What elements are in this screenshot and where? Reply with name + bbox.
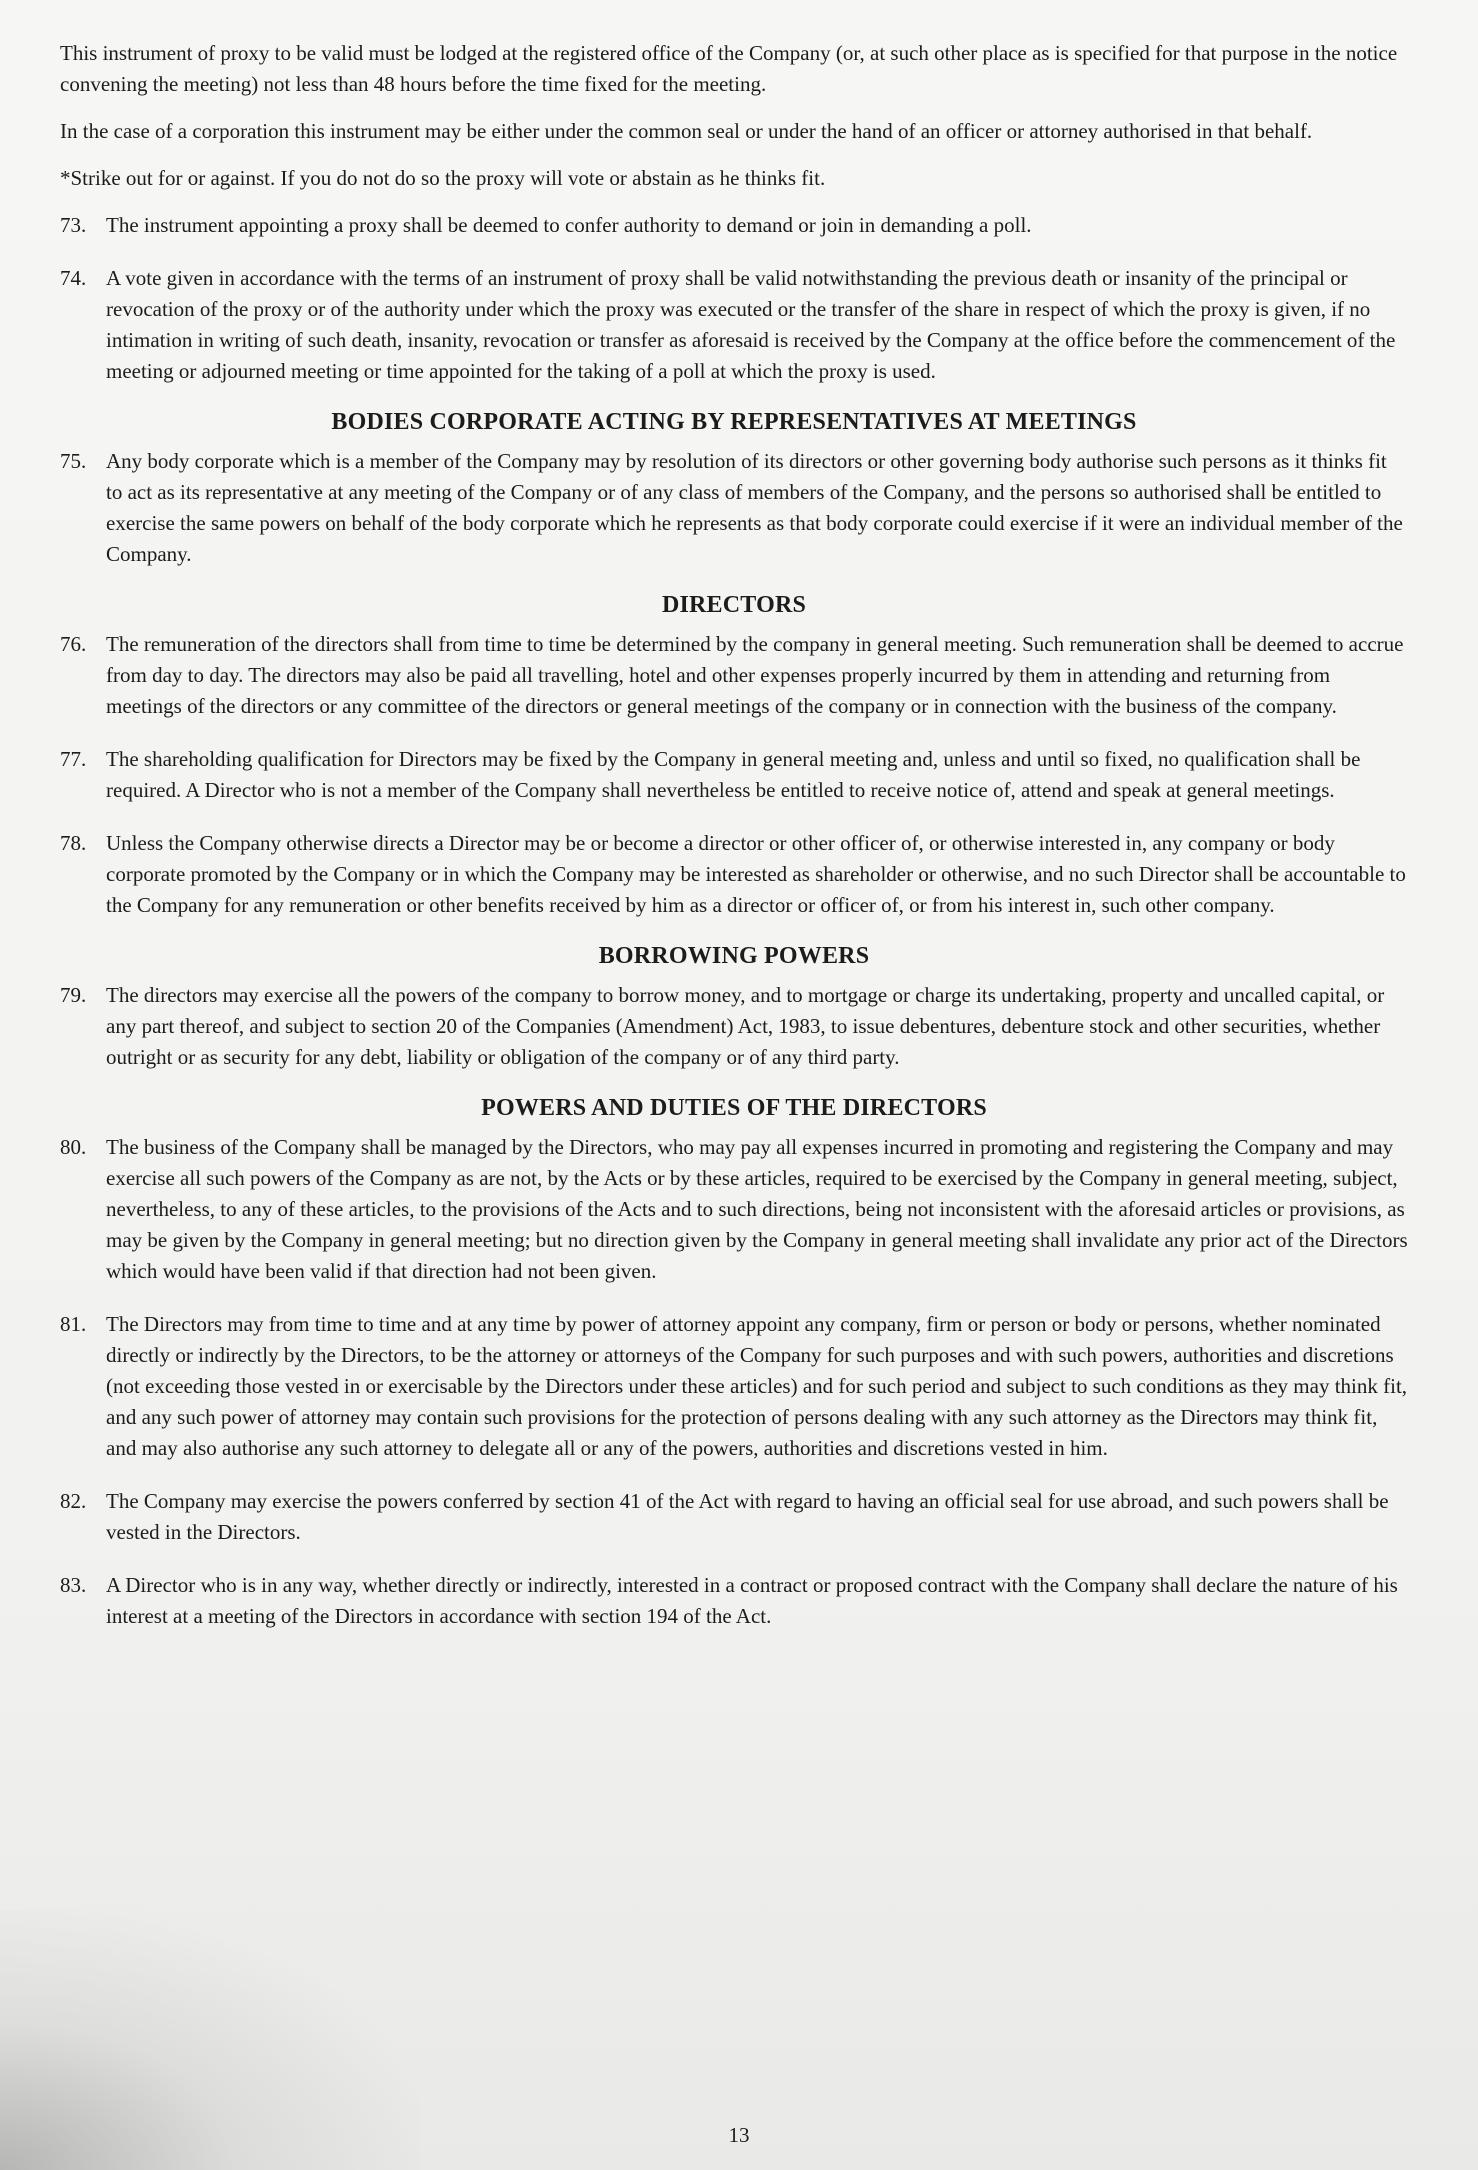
clause-number: 75. bbox=[60, 449, 87, 473]
clause-number: 79. bbox=[60, 983, 87, 1007]
corporation-seal-note: In the case of a corporation this instrument may be either under the common seal or under the hand of an officer or attorney authorised in that behalf. bbox=[60, 119, 1313, 143]
section-heading-directors: DIRECTORS bbox=[661, 592, 807, 618]
clause-76 bbox=[60, 629, 1408, 722]
clause-number: 83. bbox=[60, 1573, 87, 1597]
clause-text: The shareholding qualification for Directors may be fixed by the Company in general meeting and, unless and until so fixed, no qualification shall be required. A Director who is not a member of the Company shall nevertheless be entitled to receive notice of, attend and speak at general meetings. bbox=[106, 747, 1361, 802]
clause-number: 74. bbox=[60, 266, 87, 290]
clause-81 bbox=[60, 1309, 1408, 1464]
proxy-lodging-note: This instrument of proxy to be valid must be lodged at the registered office of the Company (or, at such other place as is specified for that purpose in the notice convening the meeting) not less than 48 hours before the time fixed for the meeting. bbox=[60, 41, 1398, 96]
clause-text: Unless the Company otherwise directs a Director may be or become a director or other officer of, or otherwise interested in, any company or body corporate promoted by the Company or in which the Company may be interested as shareholder or otherwise, and no such Director shall be accountable to the Company for any remuneration or other benefits received by him as a director or officer of, or from his interest in, such other company. bbox=[106, 831, 1406, 917]
clause-number: 80. bbox=[60, 1135, 87, 1159]
clause-text: Any body corporate which is a member of the Company may by resolution of its directors or other governing body authorise such persons as it thinks fit to act as its representative at any meeting of the Company or of any class of members of the Company, and the persons so authorised shall be entitled to exercise the same powers on behalf of the body corporate which he represents as that body corporate could exercise if it were an individual member of the Company. bbox=[106, 449, 1403, 566]
clause-77 bbox=[60, 744, 1408, 806]
clause-text: The Company may exercise the powers conferred by section 41 of the Act with regard to having an official seal for use abroad, and such powers shall be vested in the Directors. bbox=[106, 1489, 1389, 1544]
clause-83 bbox=[60, 1570, 1408, 1632]
strike-out-note: *Strike out for or against. If you do not do so the proxy will vote or abstain as he thinks fit. bbox=[60, 166, 826, 190]
clause-text: A Director who is in any way, whether directly or indirectly, interested in a contract or proposed contract with the Company shall declare the nature of his interest at a meeting of the Directors in accordance with section 194 of the Act. bbox=[106, 1573, 1398, 1628]
clause-text: A vote given in accordance with the terms of an instrument of proxy shall be valid notwithstanding the previous death or insanity of the principal or revocation of the proxy or of the authority under which the proxy was executed or the transfer of the share in respect of which the proxy is given, if no intimation in writing of such death, insanity, revocation or transfer as aforesaid is received by the Company at the office before the commencement of the meeting or adjourned meeting or time appointed for the taking of a poll at which the proxy is used. bbox=[106, 266, 1396, 383]
clause-text: The instrument appointing a proxy shall be deemed to confer authority to demand or join in demanding a poll. bbox=[106, 213, 1032, 237]
clause-80 bbox=[60, 1132, 1408, 1287]
section-heading-powers-duties: POWERS AND DUTIES OF THE DIRECTORS bbox=[481, 1095, 987, 1121]
clause-text: The directors may exercise all the powers of the company to borrow money, and to mortgage or charge its undertaking, property and uncalled capital, or any part thereof, and subject to section 20 of the Companies (Amendment) Act, 1983, to issue debentures, debenture stock and other securities, whether outright or as security for any debt, liability or obligation of the company or of any third party. bbox=[106, 983, 1385, 1069]
clause-number: 73. bbox=[60, 213, 87, 237]
clause-number: 78. bbox=[60, 831, 87, 855]
clause-number: 82. bbox=[60, 1489, 87, 1513]
clause-text: The business of the Company shall be managed by the Directors, who may pay all expenses incurred in promoting and registering the Company and may exercise all such powers of the Company as are not, by the Acts or by these articles, required to be exercised by the Company in general meeting, subject, nevertheless, to any of these articles, to the provisions of the Acts and to such directions, being not inconsistent with the aforesaid articles or provisions, as may be given by the Company in general meeting; but no direction given by the Company in general meeting shall invalidate any prior act of the Directors which would have been valid if that direction had not been given. bbox=[106, 1135, 1408, 1283]
page-number: 13 bbox=[728, 2123, 750, 2147]
clause-75 bbox=[60, 446, 1408, 570]
clause-82 bbox=[60, 1486, 1408, 1548]
clause-number: 76. bbox=[60, 632, 87, 656]
clause-text: The remuneration of the directors shall from time to time be determined by the company in general meeting. Such remuneration shall be deemed to accrue from day to day. The directors may also be paid all travelling, hotel and other expenses properly incurred by them in attending and returning from meetings of the directors or any committee of the directors or general meetings of the company or in connection with the business of the company. bbox=[106, 632, 1404, 718]
section-heading-borrowing-powers: BORROWING POWERS bbox=[598, 943, 870, 969]
clause-79 bbox=[60, 980, 1408, 1073]
clause-text: The Directors may from time to time and at any time by power of attorney appoint any company, firm or person or body or persons, whether nominated directly or indirectly by the Directors, to be the attorney or attorneys of the Company for such purposes and with such powers, authorities and discretions (not exceeding those vested in or exercisable by the Directors under these articles) and for such period and subject to such conditions as they may think fit, and any such power of attorney may contain such provisions for the protection of persons dealing with any such attorney as the Directors may think fit, and may also authorise any such attorney to delegate all or any of the powers, authorities and discretions vested in him. bbox=[106, 1312, 1408, 1460]
clause-78 bbox=[60, 828, 1408, 921]
clause-74 bbox=[60, 263, 1408, 387]
clause-number: 81. bbox=[60, 1312, 87, 1336]
clause-73 bbox=[60, 210, 1408, 241]
section-heading-bodies-corporate: BODIES CORPORATE ACTING BY REPRESENTATIVES AT MEETINGS bbox=[331, 409, 1137, 435]
clause-number: 77. bbox=[60, 747, 87, 771]
